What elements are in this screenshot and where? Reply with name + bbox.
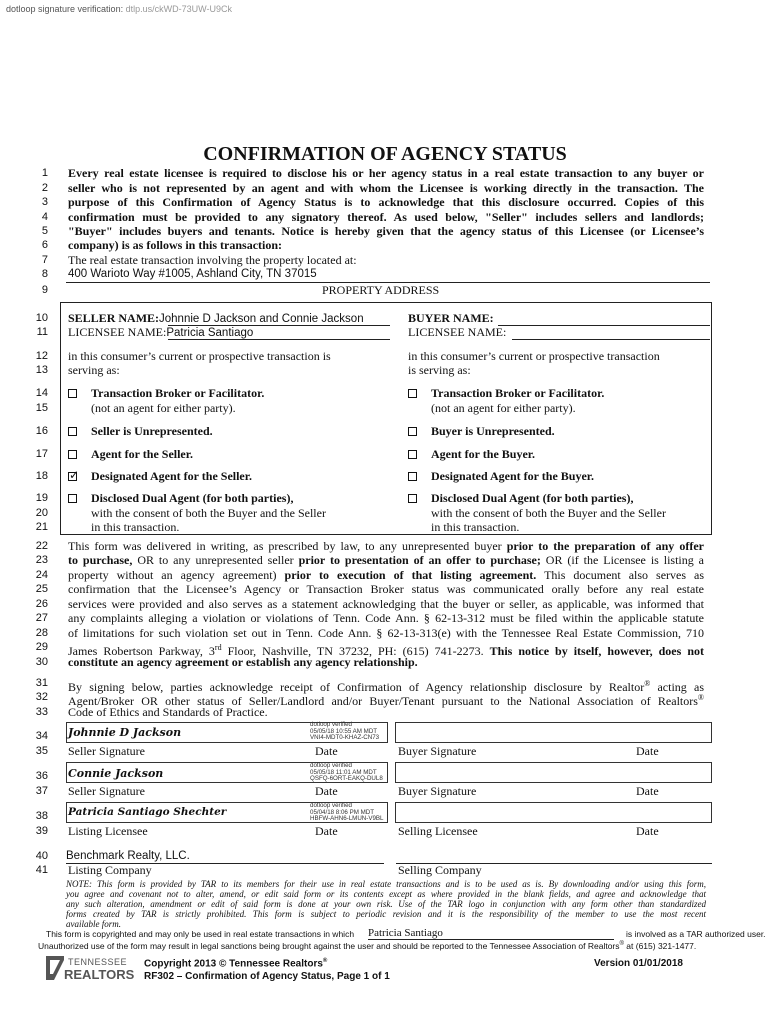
option-right-agent: Agent for the Buyer. <box>431 447 535 461</box>
option-right-dual-agent: Disclosed Dual Agent (for both parties), <box>431 491 634 505</box>
note-line-4: forms created by TAR is strictly prohibited. This form is subject to periodic revision and it is the responsibility of the member to use the most recent <box>66 909 706 919</box>
option-left-dual-agent: Disclosed Dual Agent (for both parties), <box>91 491 294 505</box>
line-number: 2 <box>41 182 48 194</box>
page-title: CONFIRMATION OF AGENCY STATUS <box>203 143 567 165</box>
delivery-24a: property without an agency agreement) <box>68 568 285 582</box>
footer-copyright-text: Copyright 2013 © Tennessee Realtors <box>144 958 323 970</box>
line-number: 39 <box>35 825 48 837</box>
serving-right-1: in this consumer’s current or prospective transaction <box>408 349 660 363</box>
delivery-29c: This notice by itself, however, does not <box>489 644 704 658</box>
line-number: 16 <box>35 425 48 437</box>
tennessee-realtors-logo <box>42 954 134 984</box>
line-number: 38 <box>35 810 48 822</box>
line-number: 5 <box>41 225 48 237</box>
line-number: 13 <box>35 364 48 376</box>
intro-line-2: seller who is not represented by an agent and with whom the Licensee is working directly in the transaction. The <box>68 181 704 195</box>
option-left-dual-agent-sub-1: with the consent of both the Buyer and the Seller <box>91 506 326 520</box>
line-number: 15 <box>35 402 48 414</box>
copyright-line-2 <box>38 941 696 951</box>
line-number: 1 <box>41 167 48 179</box>
delivery-line-30: constitute an agency agreement or establish any agency relationship. <box>68 655 418 669</box>
delivery-24b: prior to execution of that listing agreement. <box>284 568 537 582</box>
listing-company-label: Listing Company <box>68 863 152 877</box>
line-number: 3 <box>41 196 48 208</box>
delivery-line-23 <box>68 554 704 567</box>
line-number: 8 <box>41 268 48 280</box>
buyer-name-label: BUYER NAME: <box>408 311 494 325</box>
sig-1-right-label: Buyer Signature <box>398 744 477 758</box>
delivery-line-27: any complaints alleging a violation or violations of Tenn. Code Ann. § 62-13-312 must be filed within the applicable statute <box>68 611 704 625</box>
option-right-transaction-broker-sub: (not an agent for either party). <box>431 401 576 415</box>
note-line-2: you agree and covenant not to alter, amend, or edit said form or its contents except as where provided in the blank fields, and agree and acknowledge that <box>66 889 706 899</box>
line-number: 14 <box>35 387 48 399</box>
delivery-23c: prior to presentation of an offer to purchase; <box>298 553 541 567</box>
stamp-2-line-2: 05/05/18 11:01 AM MDT <box>310 768 377 776</box>
line-number: 27 <box>35 612 48 624</box>
sig-1-right-date: Date <box>636 744 659 758</box>
line-number: 32 <box>35 691 48 703</box>
sig-3-left-date: Date <box>315 824 338 838</box>
stamp-3-line-1: dotloop verified <box>310 802 352 809</box>
line-number: 33 <box>35 706 48 718</box>
option-left-agent: Agent for the Seller. <box>91 447 193 461</box>
ack-31-reg: ® <box>644 679 651 688</box>
delivery-line-25: confirmation that the Licensee’s Agency or Transaction Broker status was communicated orally before any real estate <box>68 582 704 596</box>
seller-signature-1: Johnnie D Jackson <box>68 726 182 739</box>
authorized-user-name[interactable]: Patricia Santiago <box>368 927 614 940</box>
delivery-line-26: services were provided and also serves as a statement acknowledging that the buyer or seller, as applicable, was informed that <box>68 597 704 611</box>
delivery-23d: OR (if the Licensee is listing a <box>540 553 705 567</box>
delivery-29b: Floor, Nashville, TN 37232, PH: (615) 741-2273. <box>221 644 490 658</box>
option-right-dual-agent-sub-1: with the consent of both the Buyer and the Seller <box>431 506 666 520</box>
option-right-transaction-broker: Transaction Broker or Facilitator. <box>431 386 605 400</box>
copyright-1a: This form is copyrighted and may only be used in real estate transactions in which <box>46 929 355 939</box>
line-number: 25 <box>35 583 48 595</box>
delivery-22b: prior to the preparation of any offer <box>506 539 704 553</box>
agency-section-box <box>60 302 712 535</box>
footer-reg: ® <box>322 958 328 964</box>
dotloop-stamp-2 <box>310 763 383 783</box>
property-address-value[interactable]: 400 Warioto Way #1005, Ashland City, TN 37015 <box>68 268 317 280</box>
delivery-23b: OR to any unrepresented seller <box>132 553 299 567</box>
line-number: 18 <box>35 470 48 482</box>
serving-left-2: serving as: <box>68 363 120 377</box>
verification-header <box>6 4 232 14</box>
note-line-1: NOTE: This form is provided by TAR to its members for their use in real estate transactions and is to be used as is. By downloading and/or using this form, <box>66 879 706 889</box>
copyright-2a: Unauthorized use of the form may result in legal sanctions being brought against the user and should be reported to the Tennessee Association of Realtors <box>38 941 620 951</box>
line-number: 40 <box>35 850 48 862</box>
line-number: 37 <box>35 785 48 797</box>
line-number: 36 <box>35 770 48 782</box>
copyright-2-reg: ® <box>619 941 624 948</box>
note <box>66 879 706 929</box>
option-left-unrepresented: Seller is Unrepresented. <box>91 424 213 438</box>
option-left-dual-agent-sub-2: in this transaction. <box>91 520 180 534</box>
buyer-signature-box-2[interactable] <box>395 762 712 783</box>
footer-copyright <box>144 958 327 969</box>
intro-line-1: Every real estate licensee is required to disclose his or her agency status in a real estate transaction to any buyer or <box>68 166 704 180</box>
stamp-1-line-3: VNI4-MDT0-KHAZ-CN73 <box>310 734 380 742</box>
buyer-licensee-label: LICENSEE NAME: <box>408 325 507 339</box>
seller-licensee-label: LICENSEE NAME: <box>68 325 167 339</box>
note-line-3: any such alteration, amendment or edit of said form is done at your own risk. Use of the TAR logo in conjunction with any form other than standardized <box>66 899 706 909</box>
verification-link[interactable]: dtlp.us/ckWD-73UW-U9Ck <box>125 4 232 14</box>
stamp-1-line-2: 05/05/18 10:55 AM MDT <box>310 727 378 735</box>
logo-top-text: TENNESSEE <box>68 957 128 967</box>
line-number: 41 <box>35 864 48 876</box>
delivery-29sup: rd <box>214 643 222 652</box>
realtors-r-icon <box>44 954 66 982</box>
copyright-2b: at (615) 321-1477. <box>623 941 697 951</box>
sig-3-right-label: Selling Licensee <box>398 824 478 838</box>
ack-31a: By signing below, parties acknowledge receipt of Confirmation of Agency relationship disclosure by Realtor <box>68 680 645 694</box>
line-number: 12 <box>35 350 48 362</box>
seller-name-value[interactable]: Johnnie D Jackson and Connie Jackson <box>159 313 364 325</box>
sig-2-right-label: Buyer Signature <box>398 784 477 798</box>
property-address-label: PROPERTY ADDRESS <box>322 283 440 297</box>
intro-line-5: "Buyer" includes buyers and tenants. Notice is hereby given that the agency status of this Licensee (or Licensee’s <box>68 224 704 238</box>
delivery-line-24 <box>68 569 704 582</box>
serving-right-2: is serving as: <box>408 363 471 377</box>
sig-2-left-date: Date <box>315 784 338 798</box>
line-number: 11 <box>36 326 48 338</box>
intro-line-6: company) is as follows in this transaction: <box>68 238 283 252</box>
intro-line-4: confirmation must be provided to any signatory thereof. As used below, "Seller" includes sellers and landlords; <box>68 210 704 224</box>
seller-licensee-value[interactable]: Patricia Santiago <box>166 327 254 339</box>
line-number: 31 <box>35 677 48 689</box>
delivery-29a: James Robertson Parkway, 3 <box>68 644 215 658</box>
sig-2-left-label: Seller Signature <box>68 784 145 798</box>
line-number: 17 <box>35 448 48 460</box>
line-number: 10 <box>35 312 48 324</box>
dotloop-stamp-1 <box>310 722 379 742</box>
sig-1-left-date: Date <box>315 744 338 758</box>
line-number: 30 <box>35 656 48 668</box>
line-number: 4 <box>41 211 48 223</box>
line-number: 21 <box>35 521 48 533</box>
intro-line-3: purpose of this Confirmation of Agency Status is to acknowledge that this disclosure occurred. Copies of this <box>68 195 704 209</box>
line-number: 28 <box>35 627 48 639</box>
option-right-designated-agent: Designated Agent for the Buyer. <box>431 469 594 483</box>
delivery-24c: This document also serves as <box>536 568 704 582</box>
logo-bottom-text: REALTORS <box>64 967 135 982</box>
line-number: 35 <box>35 745 48 757</box>
option-right-dual-agent-sub-2: in this transaction. <box>431 520 520 534</box>
stamp-3-line-3: HBFW-AHN6-LMUN-V9BL <box>310 815 384 823</box>
option-left-transaction-broker-sub: (not an agent for either party). <box>91 401 236 415</box>
serving-left-1: in this consumer’s current or prospective transaction is <box>68 349 331 363</box>
buyer-signature-box-1[interactable] <box>395 722 712 743</box>
delivery-23a: to purchase, <box>68 553 133 567</box>
line-number: 6 <box>41 239 48 251</box>
option-left-transaction-broker: Transaction Broker or Facilitator. <box>91 386 265 400</box>
stamp-2-line-1: dotloop verified <box>310 762 352 769</box>
stamp-2-line-3: QSFQ-6ORT-EAKQ-DUL8 <box>310 775 383 783</box>
delivery-line-22 <box>68 540 704 553</box>
sig-1-left-label: Seller Signature <box>68 744 145 758</box>
selling-company-label: Selling Company <box>398 863 482 877</box>
dotloop-stamp-3 <box>310 803 383 823</box>
option-right-unrepresented: Buyer is Unrepresented. <box>431 424 555 438</box>
delivery-line-28: of limitations for such violation set out in Tenn. Code Ann. § 62-13-313(e) with the Tennessee Real Estate Commission, 710 <box>68 626 704 640</box>
option-left-designated-agent: Designated Agent for the Seller. <box>91 469 252 483</box>
delivery-22a: This form was delivered in writing, as prescribed by law, to any unrepresented buyer <box>68 539 507 553</box>
footer-form-name: RF302 – Confirmation of Agency Status, Page 1 of 1 <box>144 971 390 982</box>
verification-label: dotloop signature verification: <box>6 4 124 14</box>
ack-31b: acting as <box>650 680 704 694</box>
line-number: 24 <box>35 569 48 581</box>
stamp-3-line-2: 05/04/18 8:06 PM MDT <box>310 808 374 816</box>
line-number: 22 <box>35 540 48 552</box>
line-number: 34 <box>35 730 48 742</box>
listing-licensee-signature: Patricia Santiago Shechter <box>68 806 227 818</box>
stamp-1-line-1: dotloop verified <box>310 721 352 728</box>
line-number: 29 <box>35 641 48 653</box>
sig-2-right-date: Date <box>636 784 659 798</box>
line-number: 20 <box>35 507 48 519</box>
ack-32-reg: ® <box>697 693 704 702</box>
ack-32a: Agent/Broker OR other status of Seller/Landlord and/or Buyer/Tenant pursuant to the National Association of Realtors <box>68 694 698 708</box>
line-number: 23 <box>35 554 48 566</box>
selling-licensee-box[interactable] <box>395 802 712 823</box>
sig-3-right-date: Date <box>636 824 659 838</box>
copyright-1b: is involved as a TAR authorized user. <box>626 929 766 939</box>
property-intro: The real estate transaction involving the property located at: <box>68 253 357 267</box>
seller-name-label: SELLER NAME: <box>68 311 160 325</box>
footer-version: Version 01/01/2018 <box>594 958 683 969</box>
listing-company-value[interactable]: Benchmark Realty, LLC. <box>66 850 190 862</box>
seller-signature-2: Connie Jackson <box>68 767 164 780</box>
sig-3-left-label: Listing Licensee <box>68 824 148 838</box>
line-number: 19 <box>35 492 48 504</box>
copyright-line-1 <box>46 927 766 939</box>
line-number: 26 <box>35 598 48 610</box>
line-number: 9 <box>41 284 48 296</box>
line-number: 7 <box>41 254 48 266</box>
ack-line-33: Code of Ethics and Standards of Practice. <box>68 705 268 719</box>
note-line-5: available form. <box>66 919 121 929</box>
